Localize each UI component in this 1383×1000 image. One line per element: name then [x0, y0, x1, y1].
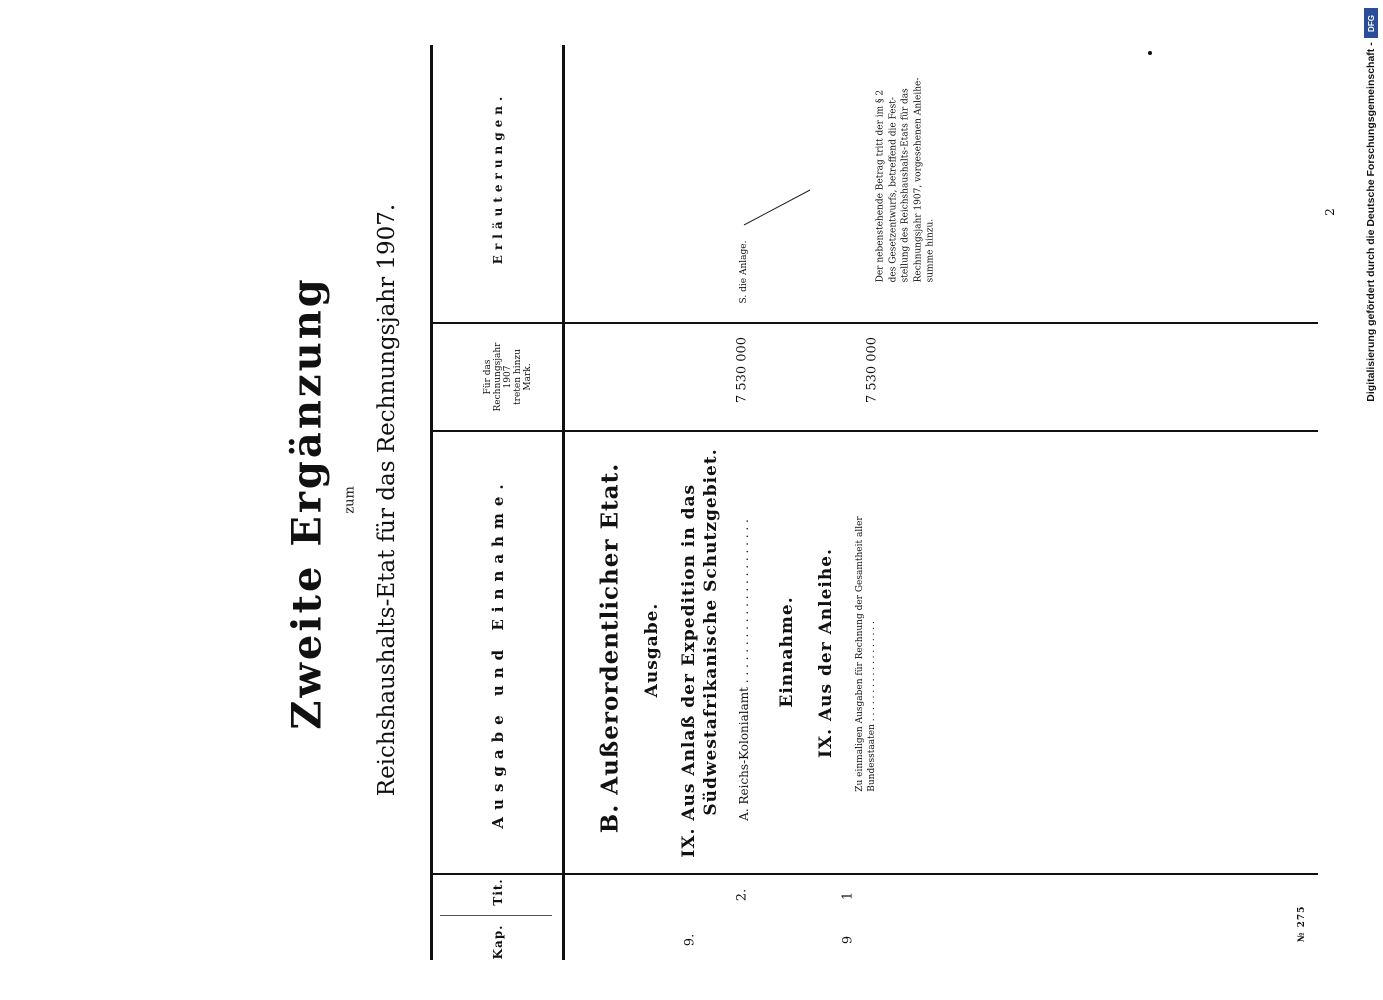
section-heading: B. Außerordentlicher Etat.	[596, 462, 624, 834]
header-amount	[483, 343, 533, 412]
notes-column-rule	[433, 322, 1318, 324]
amount-column-rule	[433, 430, 1318, 432]
header-amount-line-4: treten hinzu	[513, 349, 524, 405]
header-amount-line-1: Für das	[482, 359, 493, 395]
chapter-ix-ausgabe-line-2: Südwestafrikanische Schutzgebiet.	[701, 448, 721, 816]
ink-dot	[1148, 51, 1152, 55]
kap-tit-divider-rule	[440, 915, 552, 916]
row-1-note: S. die Anlage.	[739, 240, 749, 304]
header-separator-rule	[562, 45, 565, 960]
chapter-ix-ausgabe	[678, 448, 722, 857]
einnahme-text	[854, 516, 878, 791]
ausgabe-heading: Ausgabe.	[642, 602, 662, 698]
header-kap: Kap.	[491, 924, 505, 960]
row-1-kap: 9.	[682, 933, 698, 947]
header-main: Ausgabe und Einnahme.	[489, 477, 507, 829]
header-notes: Erläuterungen.	[491, 91, 505, 265]
row-2-note-line-3: stellung des Reichshaushalts-Etats für das	[900, 88, 911, 283]
kap-tit-column-rule	[433, 873, 1318, 875]
einnahme-text-line-1: Zu einmaligen Ausgaben für Rechnung der Gesamtheit aller	[854, 516, 865, 792]
row-2-note	[875, 78, 938, 283]
row-2-tit: 1	[840, 891, 856, 901]
row-2-note-line-2: des Gesetzentwurfs, betreffend die Fest-	[888, 97, 899, 283]
header-amount-line-5: Mark.	[523, 363, 534, 391]
row-1-amount: 7 530 000	[734, 336, 750, 404]
document-subtitle: Reichshaushalts-Etat für das Rechnungsjahr 1907.	[374, 203, 400, 797]
einnahme-heading: Einnahme.	[777, 596, 797, 708]
item-reichs-kolonialamt: A. Reichs-Kolonialamt . . . . . . . . . . . . . . . . . . . . . .	[737, 519, 751, 821]
zum-label: zum	[342, 486, 358, 514]
row-2-note-line-4: Rechnungsjahr 1907, vorgesehenen Anleihe-	[913, 77, 924, 283]
row-1-tit: 2.	[734, 888, 750, 902]
header-amount-line-2: Rechnungsjahr	[492, 342, 503, 412]
chapter-ix-ausgabe-line-1: IX. Aus Anlaß der Expedition in das	[678, 483, 699, 858]
header-amount-line-3: 1907	[502, 365, 513, 389]
row-2-amount: 7 530 000	[864, 336, 880, 404]
page-number: 2	[1323, 208, 1337, 216]
dfg-logo-text: DFG	[1366, 14, 1376, 32]
annotation-stroke	[740, 185, 815, 230]
row-2-note-line-5: summe hinzu.	[925, 218, 936, 283]
row-2-note-line-1: Der nebenstehende Betrag tritt der im § 2	[875, 89, 886, 283]
digitization-note: Digitalisierung gefördert durch die Deutsche Forschungsgemeinschaft -	[1365, 42, 1377, 402]
document-title: Zweite Ergänzung	[283, 276, 331, 730]
einnahme-text-line-2: Bundesstaaten . . . . . . . . . . . . . . . . . .	[867, 621, 877, 792]
dfg-logo	[1364, 8, 1378, 38]
table-outer-left-rule	[430, 45, 433, 960]
header-tit: Tit.	[491, 878, 505, 906]
page-marker: № 275	[1297, 905, 1307, 943]
chapter-ix-einnahme: IX. Aus der Anleihe.	[816, 548, 836, 758]
row-2-kap: 9	[840, 935, 856, 945]
